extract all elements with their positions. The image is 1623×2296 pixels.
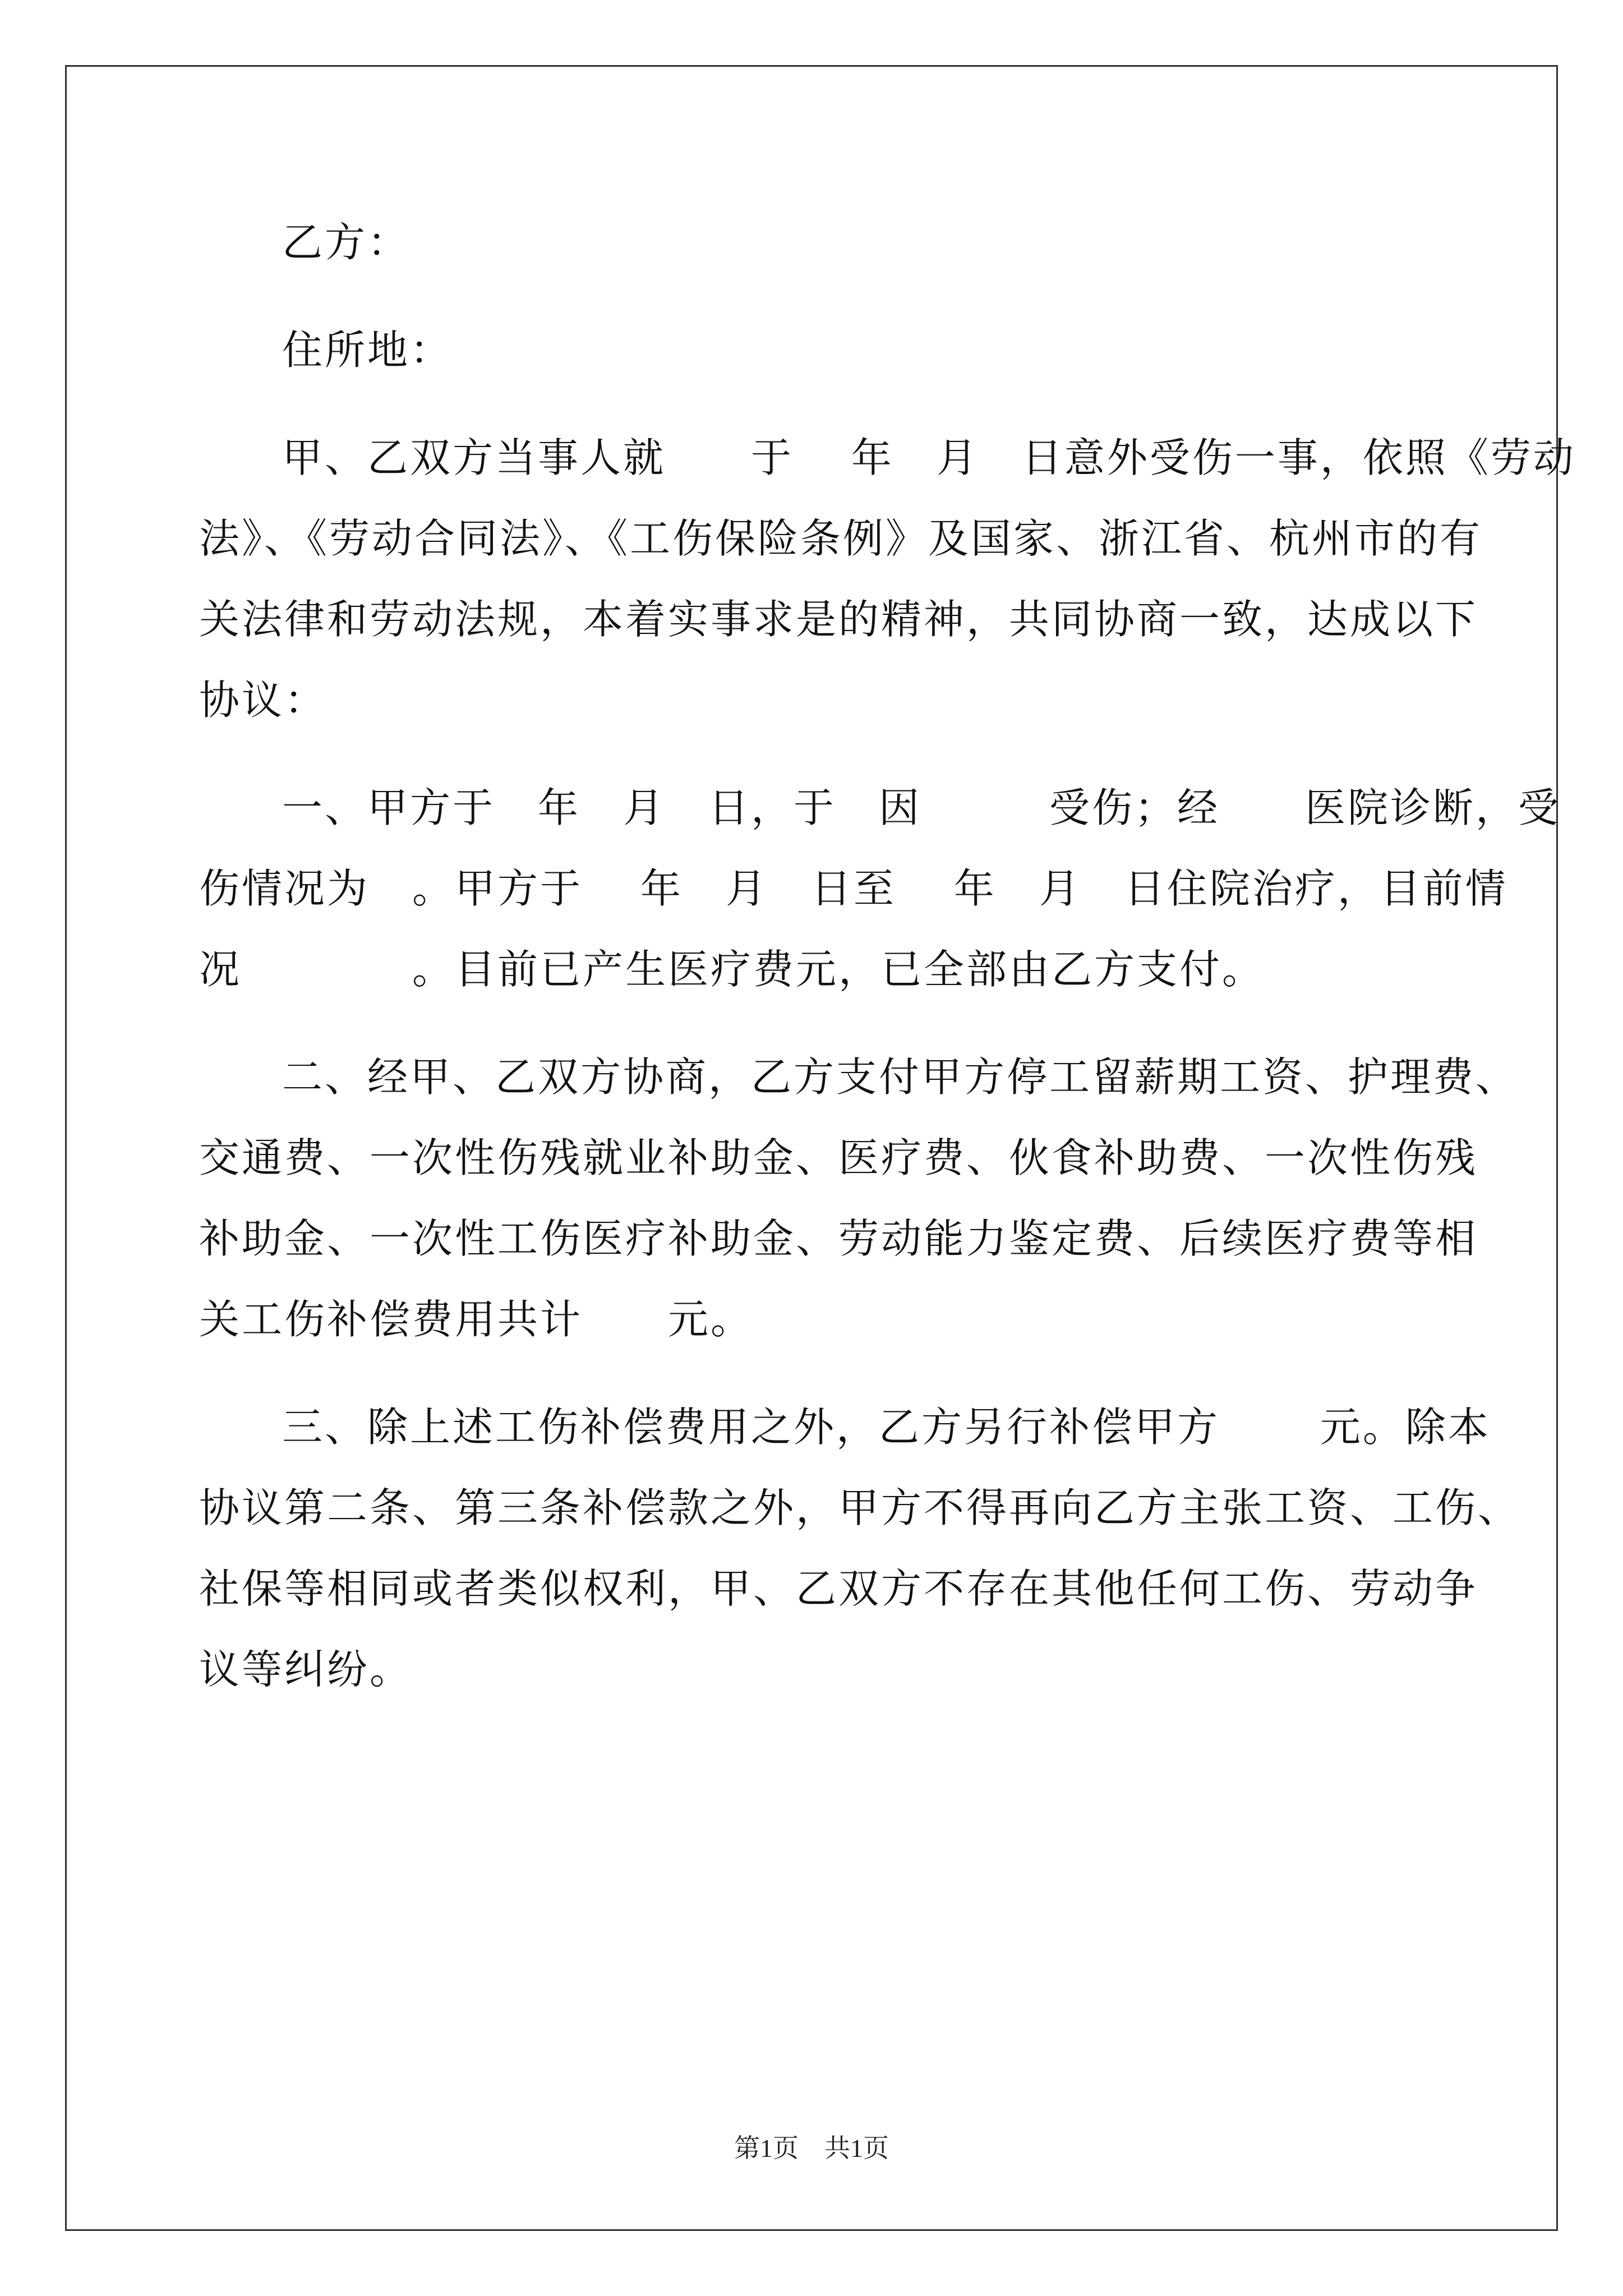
clause-3-line-3: 社保等相同或者类似权利，甲、乙双方不存在其他任何工伤、劳动争 — [199, 1565, 1478, 1612]
paragraph-intro-line-2: 法》、《劳动合同法》、《工伤保险条例》及国家、浙江省、杭州市的有 — [199, 515, 1483, 562]
clause-1-line-1: 一、甲方于 年 月 日，于 因 受伤；经 医院诊断，受 — [282, 784, 1561, 831]
clause-3-line-1: 三、除上述工伤补偿费用之外，乙方另行补偿甲方 元。除本 — [282, 1404, 1491, 1451]
party-b-label: 乙方： — [282, 219, 411, 266]
clause-2-line-1: 二、经甲、乙双方协商，乙方支付甲方停工留薪期工资、护理费、 — [282, 1053, 1519, 1101]
page-footer: 第1页 共1页 — [734, 2134, 889, 2162]
clause-2-line-2: 交通费、一次性伤残就业补助金、医疗费、伙食补助费、一次性伤残 — [199, 1134, 1478, 1181]
paragraph-intro-line-4: 协议： — [199, 677, 328, 724]
clause-1-line-3: 况 。目前已产生医疗费元，已全部由乙方支付。 — [199, 946, 1265, 993]
address-label: 住所地： — [282, 326, 453, 374]
clause-3-line-4: 议等纠纷。 — [199, 1646, 413, 1693]
paragraph-intro-line-3: 关法律和劳动法规，本着实事求是的精神，共同协商一致，达成以下 — [199, 596, 1478, 643]
clause-2-line-4: 关工伤补偿费用共计 元。 — [199, 1296, 754, 1343]
clause-3-line-2: 协议第二条、第三条补偿款之外，甲方不得再向乙方主张工资、工伤、 — [199, 1484, 1521, 1531]
clause-1-line-2: 伤情况为 。甲方于 年 月 日至 年 月 日住院治疗，目前情 — [199, 865, 1508, 912]
document-body — [199, 202, 1576, 1710]
clause-2-line-3: 补助金、一次性工伤医疗补助金、劳动能力鉴定费、后续医疗费等相 — [199, 1215, 1478, 1262]
paragraph-intro-line-1: 甲、乙双方当事人就 于 年 月 日意外受伤一事，依照《劳动 — [282, 434, 1576, 481]
